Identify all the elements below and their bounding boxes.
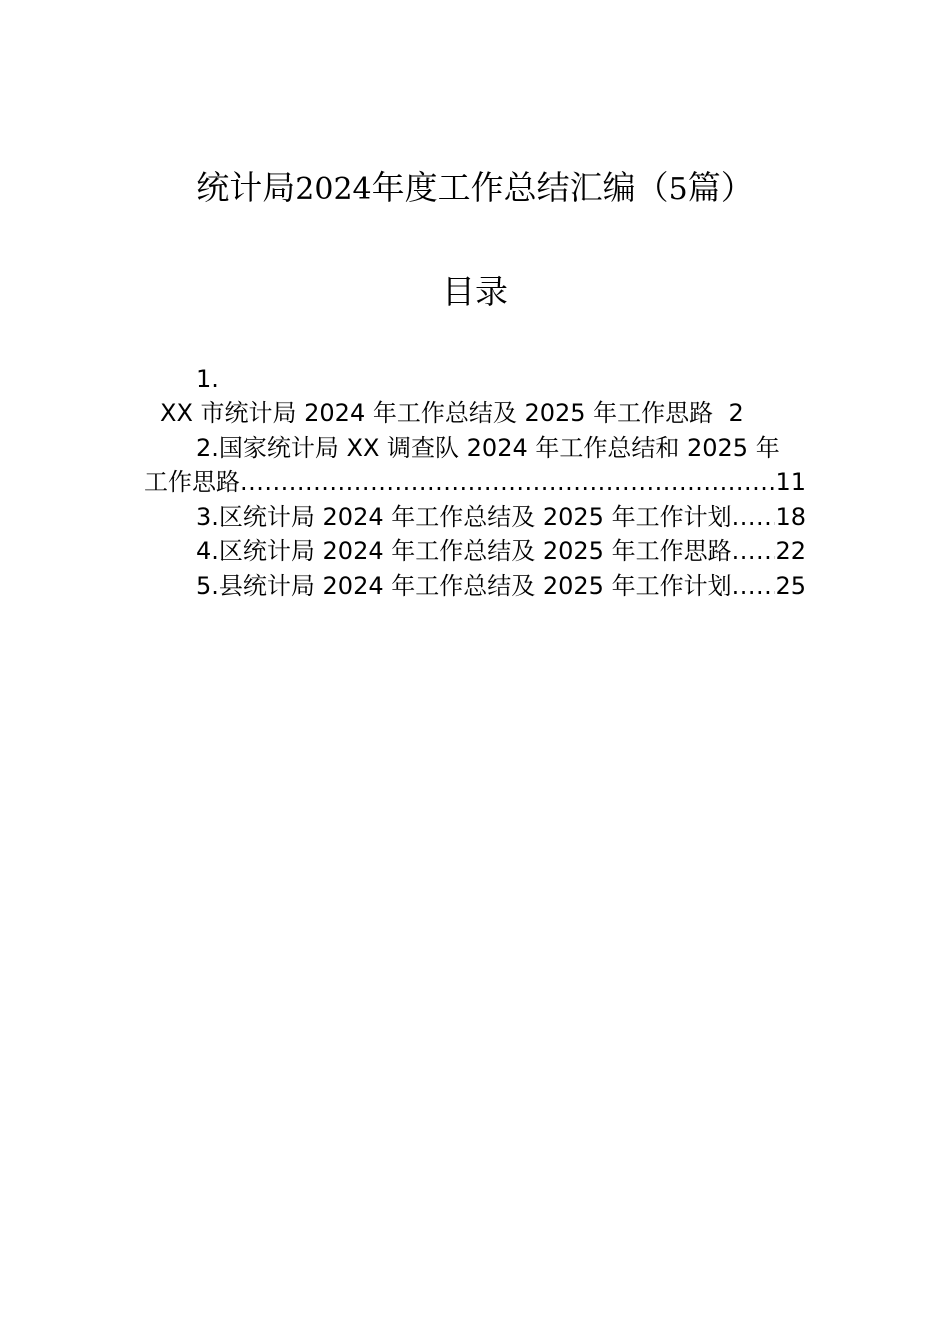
- toc-item-2-page: 11: [775, 468, 806, 496]
- toc-item-1[interactable]: [160, 396, 744, 430]
- toc-leader: [240, 465, 775, 499]
- toc-item-1-page: 2: [728, 399, 744, 427]
- toc-leader: [732, 500, 776, 534]
- title-prefix: 统计局: [196, 168, 296, 207]
- toc-item-2[interactable]: [144, 465, 806, 499]
- toc-item-3[interactable]: [196, 500, 806, 534]
- toc-item-4[interactable]: [196, 534, 806, 568]
- toc-item-2-line1[interactable]: 2.国家统计局 XX 调查队 2024 年工作总结和 2025 年: [196, 434, 780, 462]
- toc-item-1-title: XX 市统计局 2024 年工作总结及 2025 年工作思路: [160, 399, 714, 427]
- toc-item-4-page: 22: [775, 537, 806, 565]
- toc-item-4-title: 4.区统计局 2024 年工作总结及 2025 年工作思路: [196, 537, 732, 565]
- toc-item-2-title: 工作思路: [144, 468, 240, 496]
- title-count: 5: [668, 172, 688, 207]
- toc-item-3-page: 18: [775, 503, 806, 531]
- document-title: [0, 166, 950, 212]
- toc-leader: [732, 534, 776, 568]
- toc-item-3-title: 3.区统计局 2024 年工作总结及 2025 年工作计划: [196, 503, 732, 531]
- toc-item-5-title: 5.县统计局 2024 年工作总结及 2025 年工作计划: [196, 572, 732, 600]
- toc-item-5-page: 25: [775, 572, 806, 600]
- toc-heading: 目录: [442, 272, 508, 311]
- toc-item-1-number[interactable]: 1.: [196, 365, 219, 393]
- toc-item-5[interactable]: [196, 569, 806, 603]
- title-suffix: 篇）: [687, 168, 754, 207]
- title-middle: 年度工作总结汇编（: [371, 168, 669, 207]
- toc-leader: [732, 569, 776, 603]
- title-year: 2024: [295, 172, 372, 207]
